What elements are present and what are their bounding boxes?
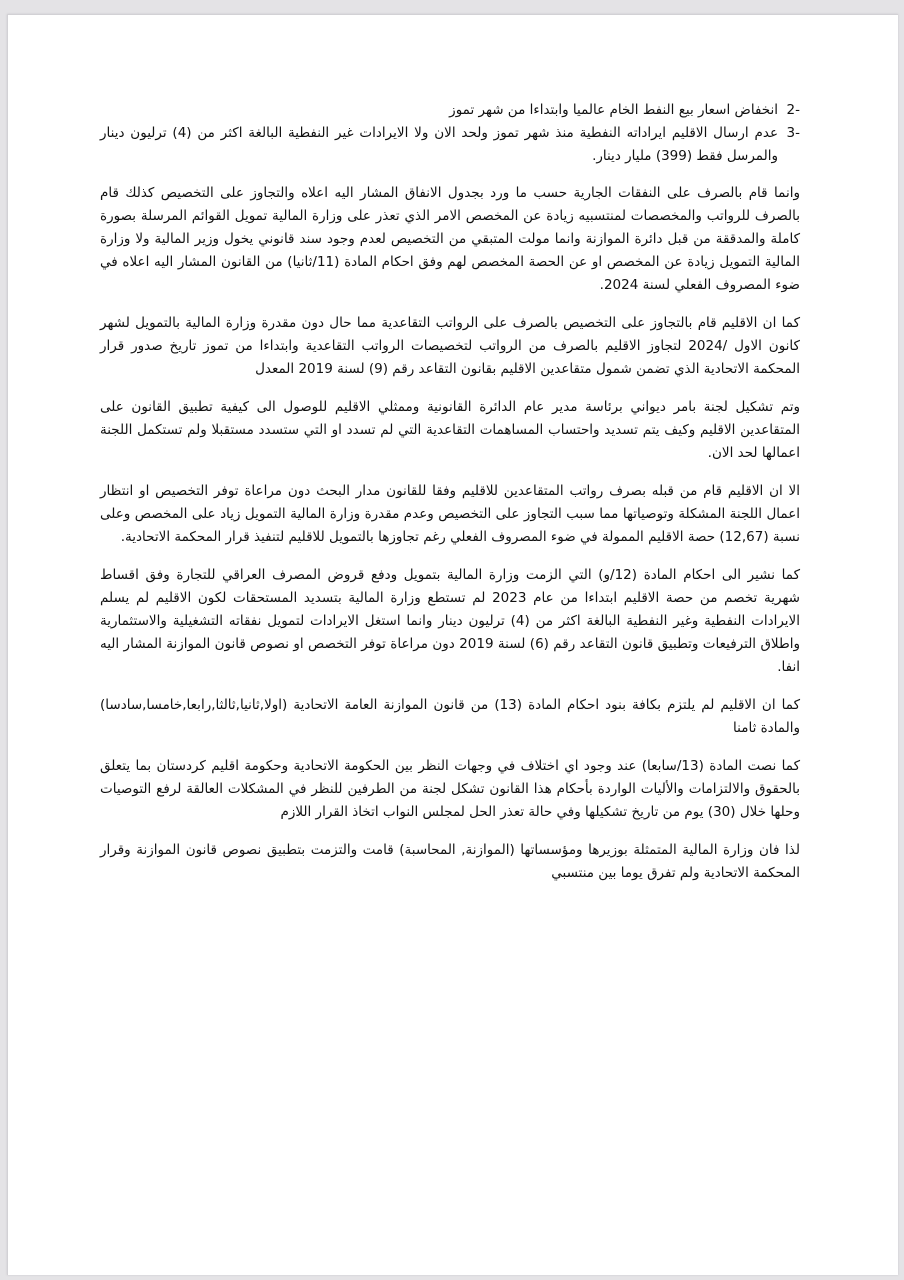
- paragraph-article-13: كما ان الاقليم لم يلتزم بكافة بنود احكام المادة (13) من قانون الموازنة العامة الاتحادية (اولا,ثانيا,ثالثا,رابعا,خامسا,سادسا) والمادة ثامنا: [100, 697, 800, 736]
- numbered-list: [100, 99, 800, 168]
- paragraph-article-13-seventh: كما نصت المادة (13/سابعا) عند وجود اي اختلاف في وجهات النظر بين الحكومة الاتحادية وحكومة اقليم كردستان بما يتعلق بالحقوق والالتزامات والأليات الواردة بأحكام هذا القانون تشكل لجنة من الطرفين للنظر في المشكلات العالقة لرفع التوصيات وحلها خلال (30) يوم من تاريخ تشكيلها وفي حالة تعذر الحل لمجلس النواب اتخاذ القرار اللازم: [100, 758, 800, 820]
- list-item: [100, 99, 800, 122]
- list-item-text: انخفاض اسعار بيع النفط الخام عالميا وابتداءا من شهر تموز: [449, 102, 778, 118]
- paragraph-retiree-salaries: الا ان الاقليم قام من قبله بصرف رواتب المتقاعدين للاقليم وفقا للقانون مدار البحث دون مراعاة توفر التخصيص او انتظار اعمال اللجنة المشكلة وتوصياتها مما سبب التجاوز على التخصيص وعدم مقدرة وزارة المالية التمويل زياد على المخصص وعلى نسبة (12,67) حصة الاقليم الممولة في ضوء المصروف الفعلي رغم تجاوزها بالتمويل للاقليم لتنفيذ قرار المحكمة الاتحادية.: [100, 483, 800, 545]
- paragraph-pension-overrun: كما ان الاقليم قام بالتجاوز على التخصيص بالصرف على الرواتب التقاعدية مما حال دون مقدرة وزارة المالية بالتمويل لشهر كانون الاول /2024 لتجاوز الاقليم بالصرف من الرواتب لتخصيصات الرواتب التقاعدية وابتداءا من تموز تاريخ صدور قرار المحكمة الاتحادية الذي تضمن شمول متقاعدين الاقليم بقانون التقاعد رقم (9) لسنة 2019 المعدل: [100, 315, 800, 377]
- list-item-number: 3-: [786, 125, 800, 141]
- list-item-text: عدم ارسال الاقليم ايراداته النفطية منذ شهر تموز ولحد الان ولا الايرادات غير النفطية البالغة اكثر من (4) ترليون دينار والمرسل فقط (399) مليار دينار.: [100, 125, 779, 164]
- paragraph-spending-overrun: وانما قام بالصرف على النفقات الجارية حسب ما ورد بجدول الانفاق المشار اليه اعلاه والتجاوز على التخصيص كذلك قام بالصرف للرواتب والمخصصات لمنتسبيه زيادة عن المخصص الامر الذي تعذر على وزارة المالية تمويل القوائم المرسلة بصورة كاملة والمدققة من قبل دائرة الموازنة وانما مولت المتبقي من التخصيص لعدم وجود سند قانوني يخول وزير المالية ولا وزارة المالية التمويل زيادة عن المخصص او عن الحصة المخصص لهم وفق احكام المادة (11/ثانيا) من القانون المشار اليه اعلاه في ضوء المصروف الفعلي لسنة 2024.: [100, 185, 800, 293]
- document-body: [100, 99, 800, 900]
- document-page: [7, 14, 898, 1275]
- list-item-number: 2-: [786, 102, 800, 118]
- paragraph-conclusion: لذا فان وزارة المالية المتمثلة بوزيرها ومؤسساتها (الموازنة, المحاسبة) قامت والتزمت بتطبيق نصوص قانون الموازنة وقرار المحكمة الاتحادية ولم تفرق يوما بين منتسبي: [100, 842, 800, 881]
- list-item: [100, 122, 800, 168]
- paragraph-article-12: كما نشير الى احكام المادة (12/و) التي الزمت وزارة المالية بتمويل ودفع قروض المصرف العراقي للتجارة وفق اقساط شهرية تخصم من حصة الاقليم ابتداءا من عام 2023 لم تستطع وزارة المالية بتسديد المستحقات لكون الاقليم لم يسلم الايرادات النفطية وغير النفطية البالغة اكثر من (4) ترليون دينار وانما استغل الايرادات لتمويل نفقاته التشغيلية والاستثمارية واطلاق الترفيعات وتطبيق قانون التقاعد رقم (6) لسنة 2019 دون مراعاة توفر التخصص او نصوص قانون الموازنة المشار اليه انفا.: [100, 567, 800, 675]
- paragraph-committee-formation: وتم تشكيل لجنة بامر ديواني برئاسة مدير عام الدائرة القانونية وممثلي الاقليم للوصول الى كيفية تطبيق القانون على المتقاعدين الاقليم وكيف يتم تسديد واحتساب المساهمات التقاعدية التي لم تسدد او التي ستسدد مستقبلا ولم تستكمل اللجنة اعمالها لحد الان.: [100, 399, 800, 461]
